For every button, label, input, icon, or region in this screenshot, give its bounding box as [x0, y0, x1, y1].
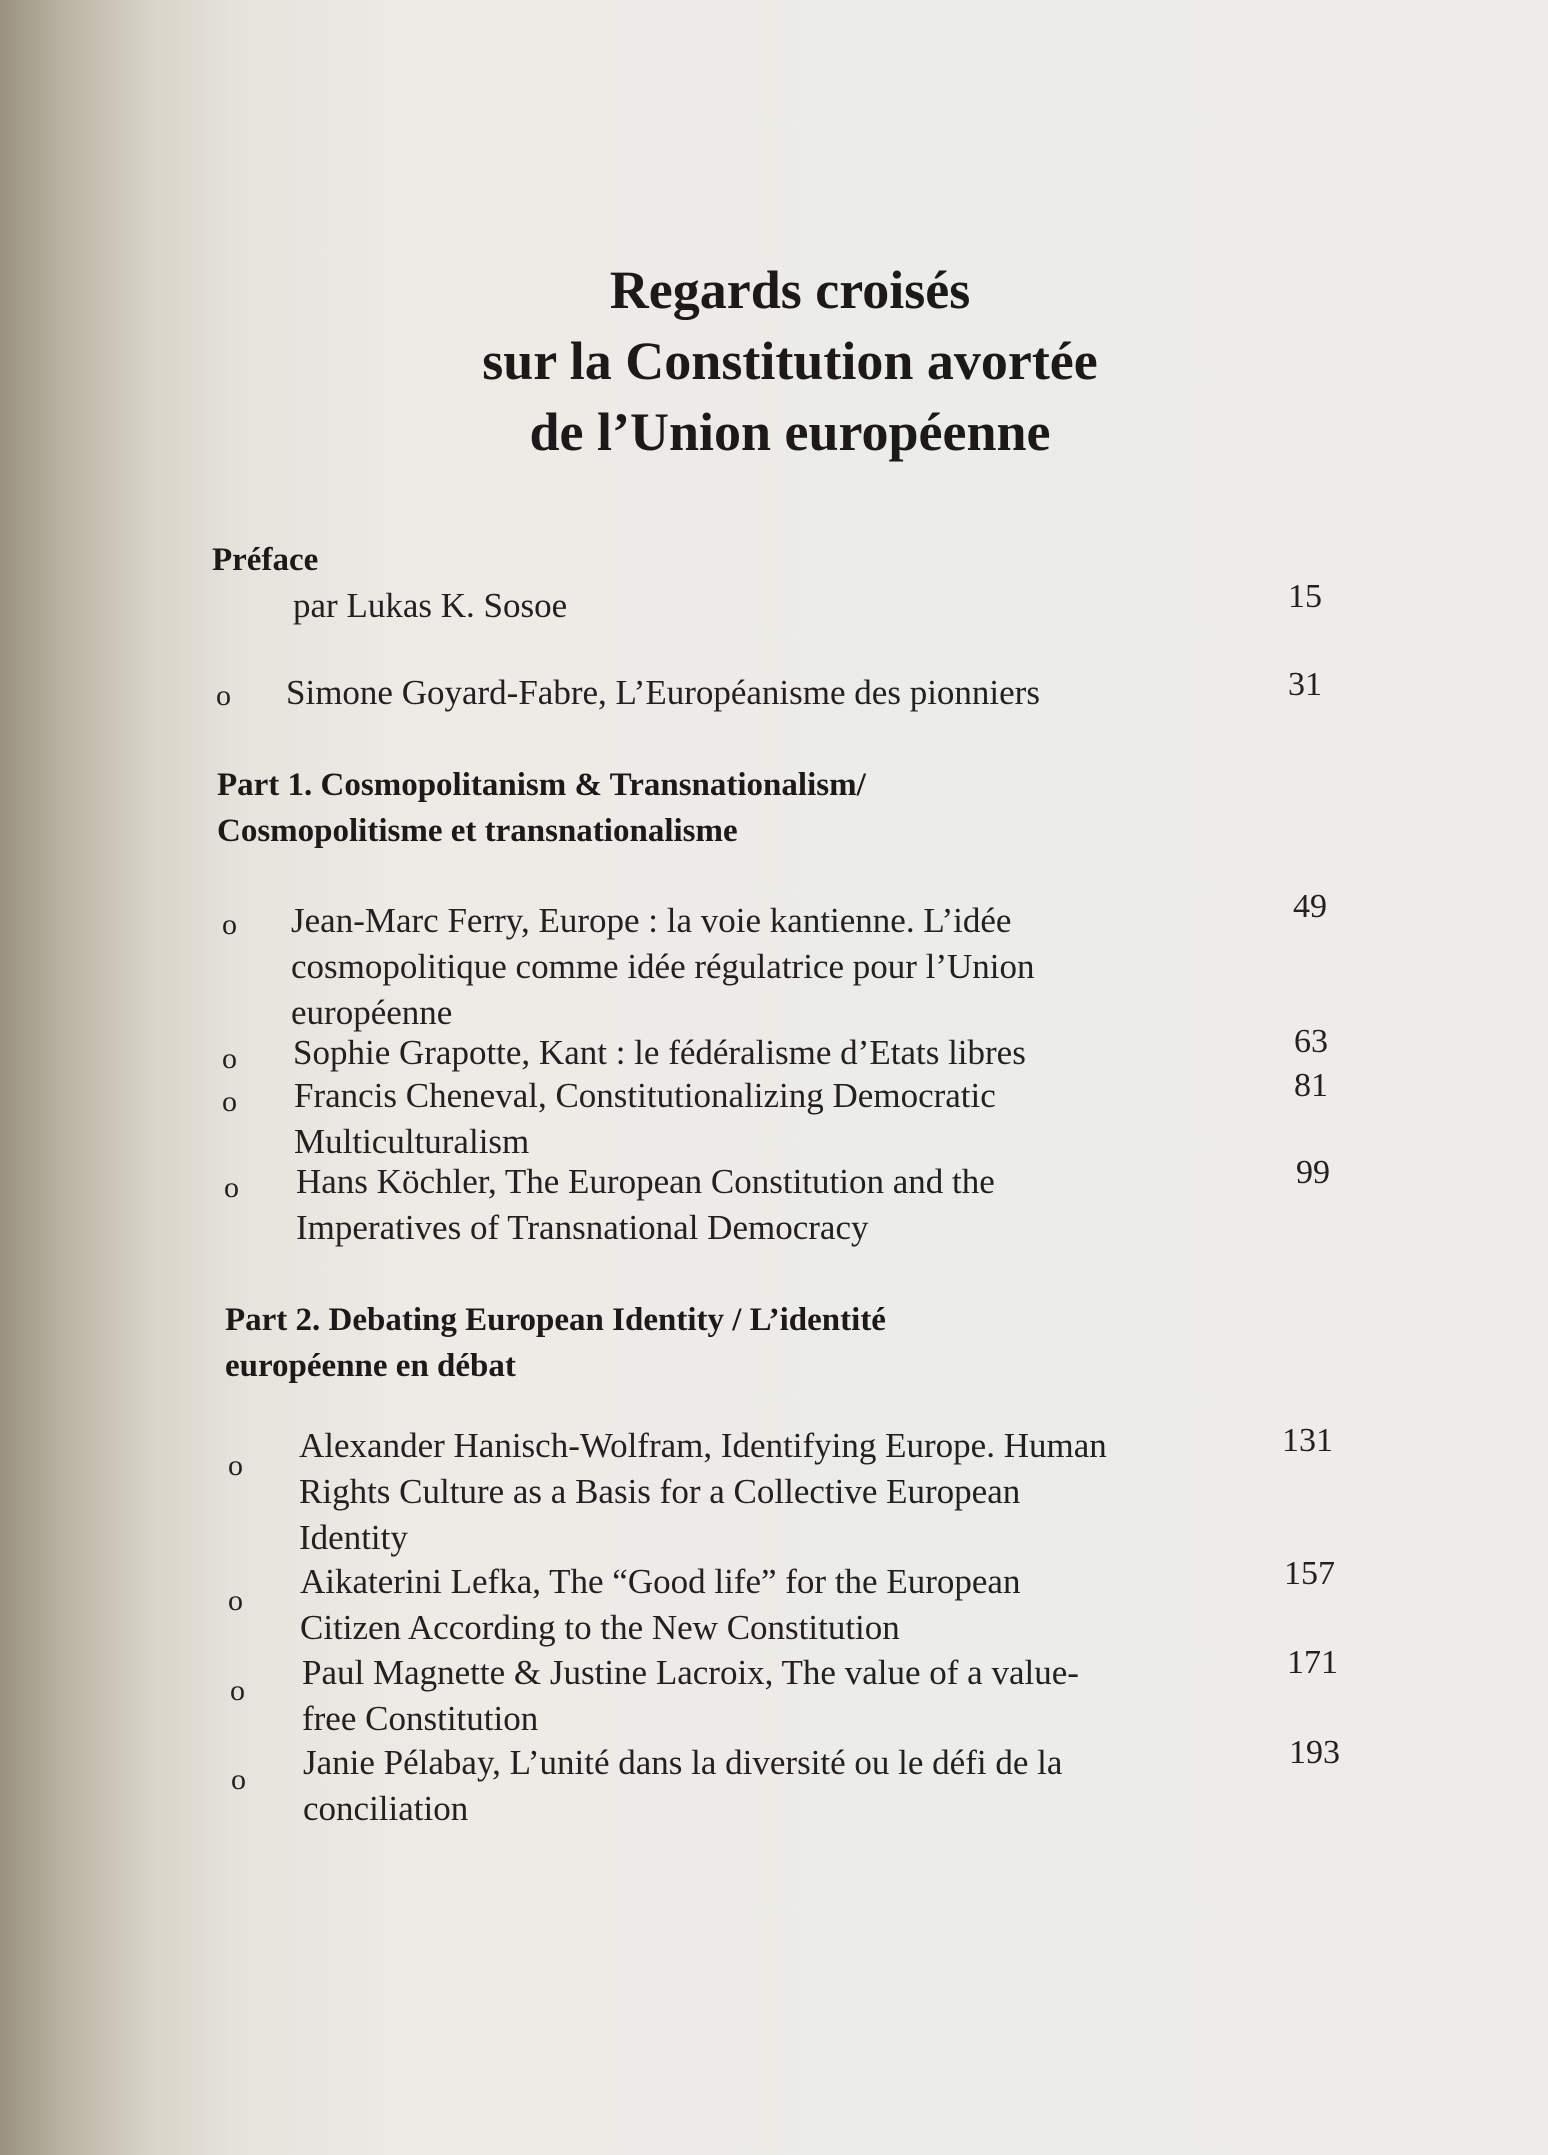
- entry-line: européenne: [291, 993, 453, 1032]
- toc-page-number: 63: [1294, 1023, 1328, 1060]
- page-title: [290, 255, 1290, 468]
- entry-line: Hans Köchler, The European Constitution and the: [296, 1162, 995, 1201]
- part2-heading-line-1: Part 2. Debating European Identity / L’identité: [225, 1302, 886, 1338]
- entry-line: Rights Culture as a Basis for a Collective European: [299, 1472, 1021, 1511]
- entry-line: conciliation: [303, 1789, 469, 1828]
- toc-page-number: 157: [1284, 1555, 1335, 1592]
- toc-bullet: o: [222, 1042, 237, 1075]
- part2-heading: [225, 1297, 886, 1389]
- entry-line: free Constitution: [302, 1699, 539, 1738]
- title-line-1: Regards croisés: [609, 260, 971, 320]
- toc-entry-cheneval: [294, 1073, 996, 1165]
- entry-line: Paul Magnette & Justine Lacroix, The value of a value-: [302, 1653, 1079, 1692]
- toc-page-number: 31: [1288, 666, 1322, 703]
- entry-line: Sophie Grapotte, Kant : le fédéralisme d’Etats libres: [293, 1033, 1026, 1072]
- preface-author: par Lukas K. Sosoe: [293, 586, 568, 625]
- entry-line: cosmopolitique comme idée régulatrice pour l’Union: [291, 947, 1035, 986]
- title-line-3: de l’Union européenne: [529, 402, 1051, 462]
- toc-bullet: o: [228, 1584, 243, 1617]
- part1-heading: [217, 762, 866, 854]
- preface-page-number: 15: [1288, 578, 1322, 615]
- title-line-2: sur la Constitution avortée: [482, 331, 1098, 391]
- entry-line: Jean-Marc Ferry, Europe : la voie kantienne. L’idée: [291, 901, 1012, 940]
- toc-bullet: o: [222, 908, 237, 941]
- toc-entry-pelabay: [303, 1740, 1062, 1832]
- part1-heading-line-1: Part 1. Cosmopolitanism & Transnationalism/: [217, 767, 866, 803]
- toc-page-number: 81: [1294, 1067, 1328, 1104]
- toc-entry-goyard-fabre: Simone Goyard-Fabre, L’Européanisme des pionniers: [286, 673, 1040, 712]
- toc-entry-grapotte: [293, 1030, 1026, 1076]
- entry-line: Alexander Hanisch-Wolfram, Identifying Europe. Human: [299, 1426, 1107, 1465]
- preface-heading: Préface: [212, 542, 319, 578]
- entry-line: Imperatives of Transnational Democracy: [296, 1208, 869, 1247]
- entry-line: Citizen According to the New Constitution: [300, 1608, 900, 1647]
- toc-page-number: 99: [1296, 1154, 1330, 1191]
- toc-page-number: 131: [1282, 1422, 1333, 1459]
- entry-line: Identity: [299, 1518, 408, 1557]
- toc-entry-lefka: [300, 1559, 1020, 1651]
- toc-page-number: 171: [1287, 1644, 1338, 1681]
- toc-bullet: o: [228, 1449, 243, 1482]
- toc-entry-ferry: [291, 898, 1035, 1036]
- entry-line: Aikaterini Lefka, The “Good life” for the European: [300, 1562, 1021, 1601]
- toc-bullet: o: [231, 1763, 246, 1796]
- toc-entry-kochler: [296, 1159, 995, 1251]
- entry-line: Janie Pélabay, L’unité dans la diversité ou le défi de la: [303, 1743, 1063, 1782]
- entry-line: Francis Cheneval, Constitutionalizing Democratic: [294, 1076, 996, 1115]
- toc-page-number: 193: [1289, 1734, 1340, 1771]
- toc-bullet: o: [216, 679, 231, 712]
- entry-line: Multiculturalism: [294, 1122, 530, 1161]
- toc-page-number: 49: [1293, 888, 1327, 925]
- toc-entry-hanisch-wolfram: [299, 1423, 1107, 1561]
- toc-bullet: o: [222, 1085, 237, 1118]
- toc-bullet: o: [230, 1674, 245, 1707]
- toc-bullet: o: [224, 1171, 239, 1204]
- toc-entry-magnette-lacroix: [302, 1650, 1079, 1742]
- part1-heading-line-2: Cosmopolitisme et transnationalisme: [217, 813, 738, 849]
- part2-heading-line-2: européenne en débat: [225, 1348, 516, 1384]
